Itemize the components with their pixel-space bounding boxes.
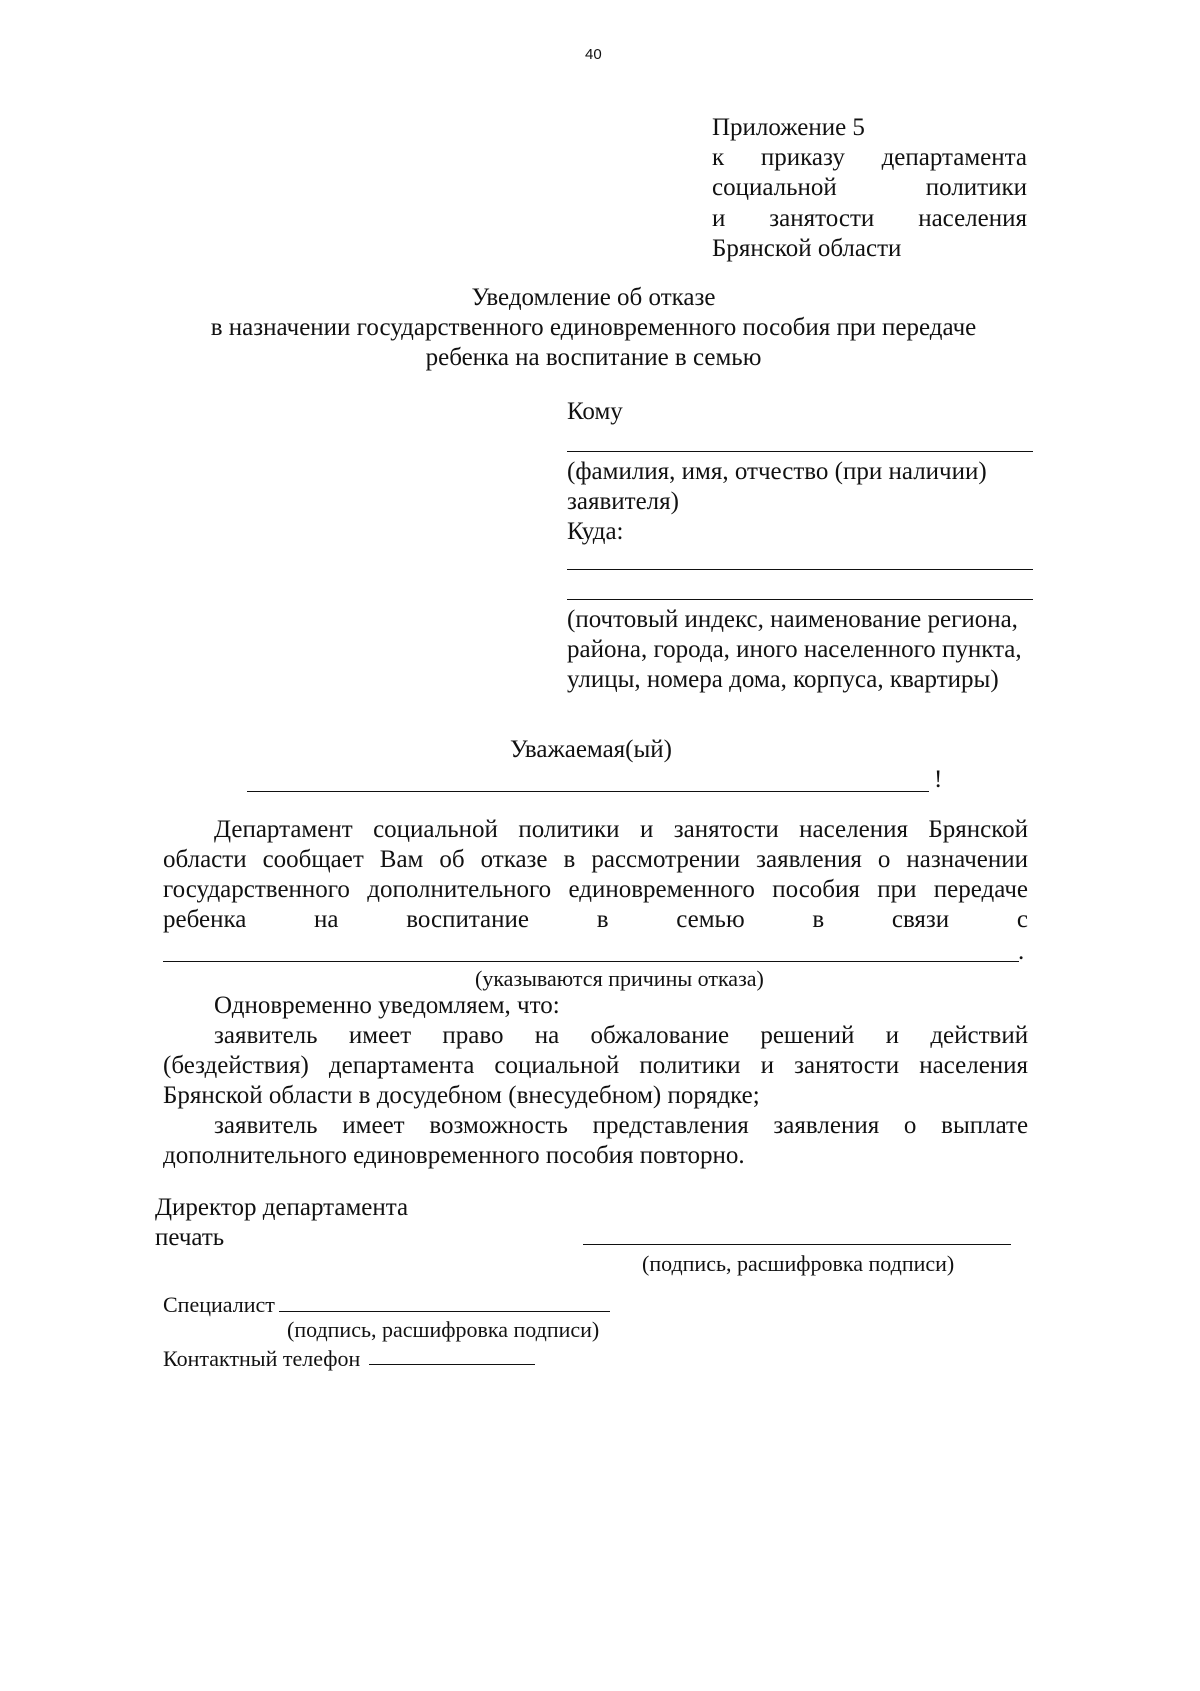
specialist-signature-hint: (подпись, расшифровка подписи) bbox=[287, 1317, 600, 1342]
appendix-title: Приложение 5 bbox=[712, 114, 865, 141]
page-number: 40 bbox=[585, 46, 602, 63]
to-hint-line-2: заявителя) bbox=[567, 488, 679, 515]
reason-end-dot: . bbox=[1018, 938, 1025, 965]
appendix-line-4: Брянской области bbox=[712, 235, 902, 262]
phone-blank-line bbox=[369, 1364, 535, 1365]
body-p2-line-3: Брянской области в досудебном (внесудебном) порядке; bbox=[163, 1082, 760, 1109]
body-p2-line-1: заявитель имеет право на обжалование решений и действий bbox=[214, 1022, 1029, 1049]
where-blank-line-2 bbox=[567, 599, 1033, 600]
to-label: Кому bbox=[567, 398, 623, 425]
where-label: Куда: bbox=[567, 518, 624, 545]
body-p1-line-2: области сообщает Вам об отказе в рассмотрении заявления о назначении bbox=[163, 846, 1029, 873]
appendix-line-1: к приказу департамента bbox=[712, 144, 1027, 171]
where-hint-line-2: района, города, иного населенного пункта, bbox=[567, 636, 1022, 663]
to-blank-line bbox=[567, 451, 1033, 452]
director-signature-hint: (подпись, расшифровка подписи) bbox=[642, 1251, 955, 1276]
reason-blank-line bbox=[163, 961, 1019, 962]
to-hint-line-1: (фамилия, имя, отчество (при наличии) bbox=[567, 458, 987, 485]
body-p1-line-1: Департамент социальной политики и занятости населения Брянской bbox=[214, 816, 1028, 843]
body-p3-line-2: дополнительного единовременного пособия повторно. bbox=[163, 1142, 745, 1169]
notice-line: Одновременно уведомляем, что: bbox=[214, 992, 560, 1019]
director-label: Директор департамента bbox=[155, 1194, 409, 1221]
where-blank-line-1 bbox=[567, 569, 1033, 570]
appendix-line-3: и занятости населения bbox=[712, 205, 1027, 232]
greeting-label: Уважаемая(ый) bbox=[510, 736, 672, 763]
body-p1-line-4: ребенка на воспитание в семью в связи с bbox=[163, 906, 1028, 933]
phone-label: Контактный телефон bbox=[163, 1346, 361, 1371]
where-hint-line-1: (почтовый индекс, наименование региона, bbox=[567, 606, 1018, 633]
body-p3-line-1: заявитель имеет возможность представления заявления о выплате bbox=[214, 1112, 1029, 1139]
specialist-signature-line bbox=[279, 1311, 610, 1312]
stamp-label: печать bbox=[155, 1224, 225, 1251]
heading-line-3: ребенка на воспитание в семью bbox=[425, 344, 762, 371]
heading-line-2: в назначении государственного единовременного пособия при передаче bbox=[210, 314, 977, 341]
greeting-mark: ! bbox=[934, 766, 943, 793]
body-p2-line-2: (бездействия) департамента социальной политики и занятости населения bbox=[163, 1052, 1029, 1079]
heading-line-1: Уведомление об отказе bbox=[471, 284, 716, 311]
body-p1-line-3: государственного дополнительного единовременного пособия при передаче bbox=[163, 876, 1028, 903]
reason-hint: (указываются причины отказа) bbox=[475, 966, 764, 991]
specialist-label: Специалист bbox=[163, 1292, 275, 1317]
director-signature-line bbox=[583, 1244, 1011, 1245]
where-hint-line-3: улицы, номера дома, корпуса, квартиры) bbox=[567, 666, 999, 693]
appendix-line-2: социальной политики bbox=[712, 174, 1027, 201]
greeting-blank-line bbox=[247, 791, 929, 792]
